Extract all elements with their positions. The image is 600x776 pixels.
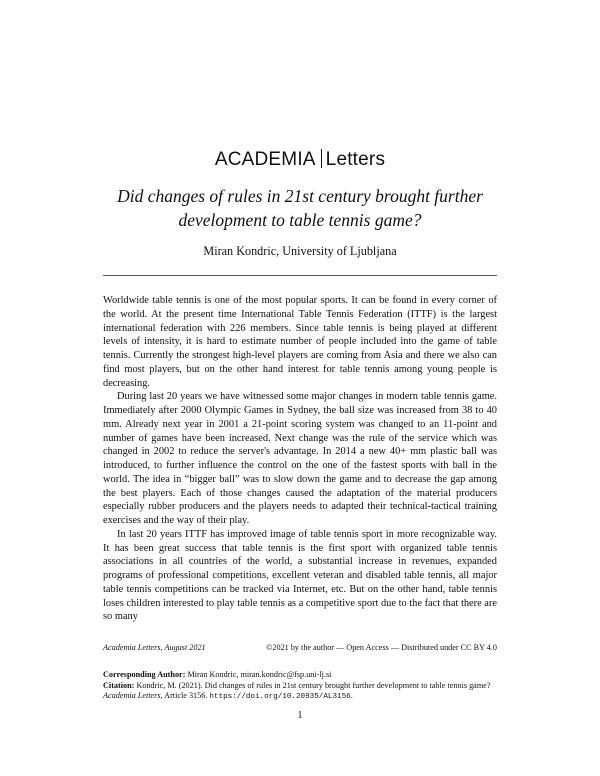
citation-text: Kondric, M. (2021). Did changes of rules in 21st century brought further development to table tennis game?: [136, 680, 491, 690]
title-line-2: development to table tennis game?: [178, 210, 422, 230]
citation-end: .: [350, 691, 353, 700]
article-body: [103, 294, 497, 624]
citation-doi-link[interactable]: https://doi.org/10.20935/AL3156: [209, 693, 351, 701]
author-affiliation: Miran Kondric, University of Ljubljana: [203, 244, 397, 258]
journal-brand: [0, 148, 600, 172]
license-note: ©2021 by the author — Open Access — Distributed under CC BY 4.0: [266, 643, 497, 652]
citation: [103, 681, 497, 703]
header-divider: [103, 275, 497, 276]
citation-article: , Article 3156.: [160, 691, 208, 700]
brand-separator: [321, 149, 322, 168]
title-line-1: Did changes of rules in 21st century brought further: [117, 186, 483, 206]
brand-main: ACADEMIA: [214, 149, 316, 170]
citation-label: Citation:: [103, 680, 135, 690]
page-number: 1: [297, 710, 303, 721]
corresponding-label: Corresponding Author:: [103, 670, 186, 679]
paragraph-1: Worldwide table tennis is one of the most popular sports. It can be found in every corner of the world. At the present time International Table Tennis Federation (ITTF) is the largest international federation with 226 members. Since table tennis is being played at different levels of intensity, it is hard to estimate number of people included into the game of table tennis. Currently the strongest high-level players are coming from Asia and there we also can find most players, but on the other hand interest for table tennis among young people is decreasing.: [103, 295, 497, 389]
brand-sub: Letters: [325, 149, 386, 170]
corresponding-value: Miran Kondric, miran.kondric@fsp.uni-lj.si: [187, 670, 332, 679]
paragraph-3: In last 20 years ITTF has improved image of table tennis sport in more recognizable way. It has been great success that table tennis is the first sport with organized table tennis associations in all countries of the world, a substantial increase in revenues, expanded programs of professional competitions, excellent veteran and disabled table tennis, all major table tennis competitions can be tracked via Internet, etc. But on the other hand, table tennis loses children interested to play table tennis as a competitive sport due to the fact that there are so many: [103, 528, 497, 623]
footer-info: [103, 670, 497, 703]
citation-journal: Academia Letters: [103, 691, 161, 700]
corresponding-author: [103, 670, 497, 681]
journal-date: Academia Letters, August 2021: [103, 643, 206, 652]
article-title: [60, 184, 540, 232]
paragraph-2: During last 20 years we have witnessed some major changes in modern table tennis game. Immediately after 2000 Olympic Games in Sydney, the ball size was increased from 38 to 40 mm. Already next year in 2001 a 21-point scoring system was changed to an 11-point and number of games have been increased. Next change was the rule of the service which was changed in 2002 to reduce the server's advantage. In 2014 a new 40+ mm plastic ball was introduced, to further influence the control on the one of the fastest sports with ball in the world. The idea in “bigger ball” was to slow down the game and to decrease the gap among the best players. Each of those changes caused the adaptation of the material producers especially rubber producers and the players needs to adapted their technical-tactical training exercises and the way of their play.: [103, 391, 497, 526]
